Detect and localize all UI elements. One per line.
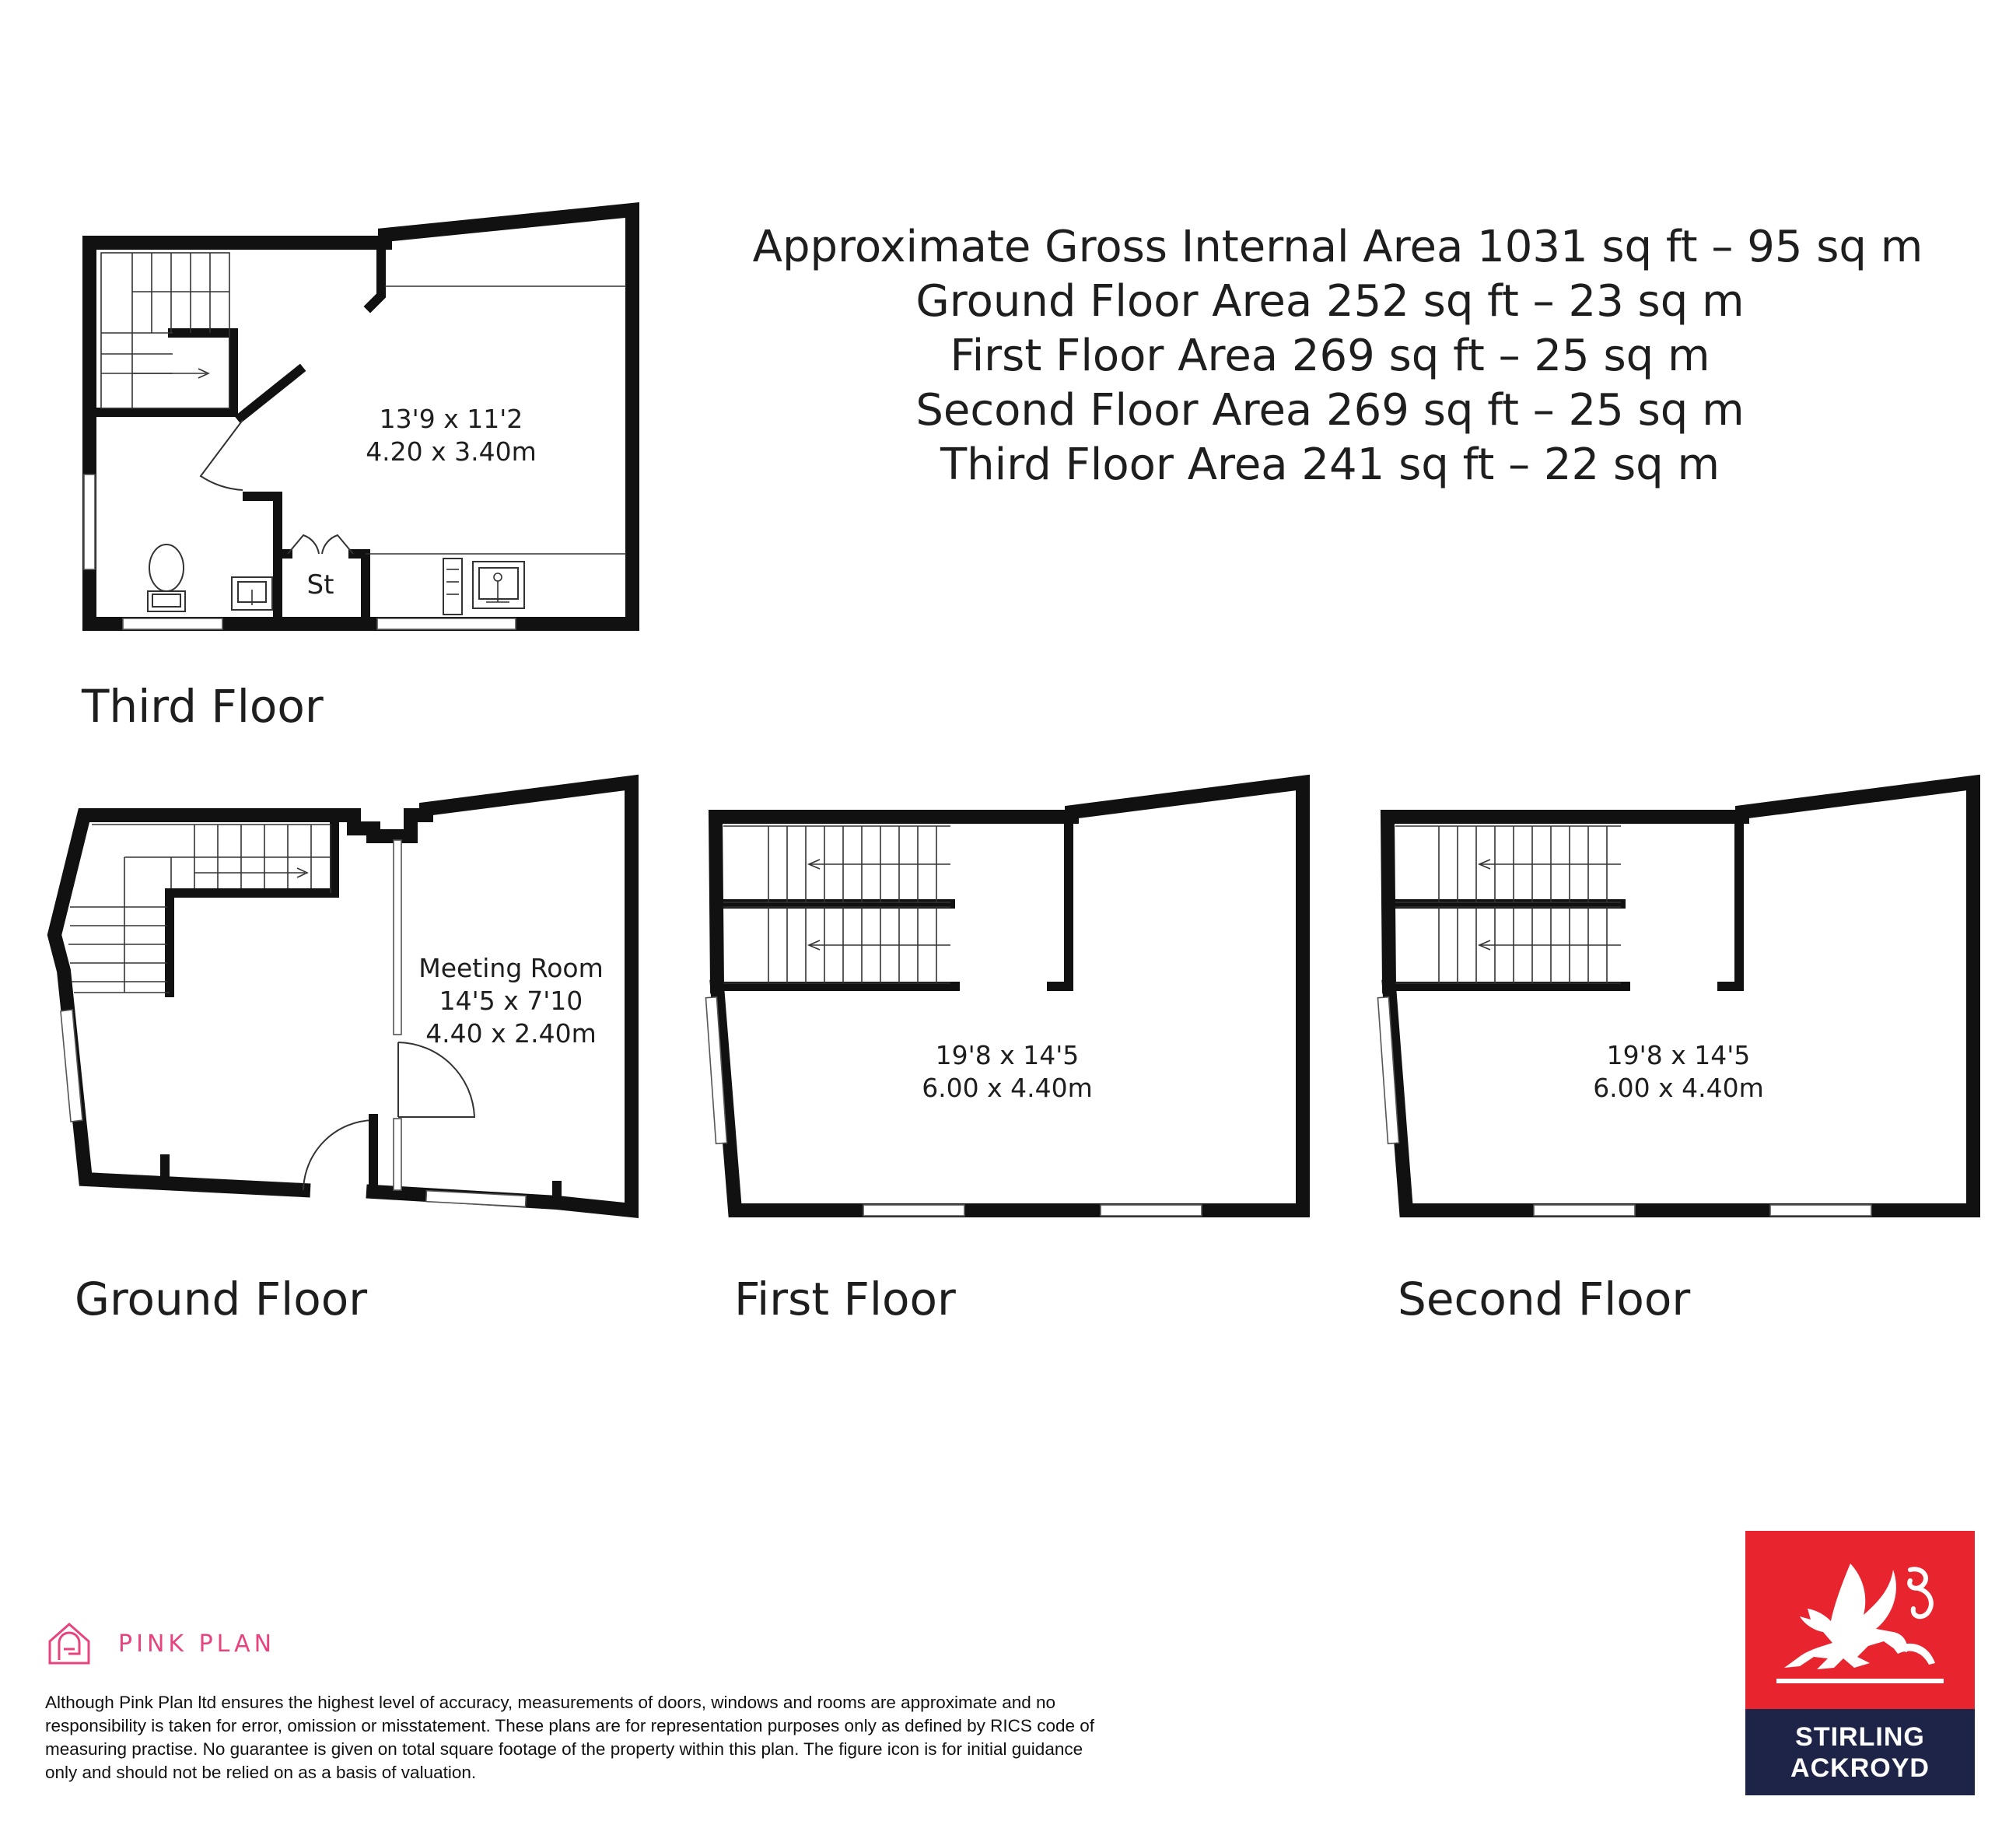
glazed-partition xyxy=(394,840,401,1035)
logo-red-panel xyxy=(1745,1531,1975,1709)
ground-floor-plan xyxy=(54,783,632,1325)
gross-area-line: Approximate Gross Internal Area 1031 sq ft – 95 sq m xyxy=(752,222,1923,272)
kitchen-sink-icon xyxy=(473,562,524,608)
wall-stub xyxy=(370,250,381,306)
first-area-line: First Floor Area 269 sq ft – 25 sq m xyxy=(950,331,1710,381)
floor-label: Third Floor xyxy=(82,680,324,733)
room-dimensions-imperial: 13'9 x 11'2 xyxy=(379,404,523,434)
wall-segment xyxy=(241,370,299,417)
logo-word-ackroyd: ACKROYD xyxy=(1790,1753,1930,1783)
second-area-line: Second Floor Area 269 sq ft – 25 sq m xyxy=(915,385,1745,436)
entrance-door xyxy=(303,1120,373,1190)
door-swing xyxy=(201,420,243,490)
area-summary xyxy=(753,222,1923,490)
hob-icon xyxy=(443,559,462,615)
floor-label: First Floor xyxy=(734,1273,956,1325)
logo-navy-panel xyxy=(1745,1709,1975,1795)
stair-wall xyxy=(97,333,233,412)
room-dimensions-imperial: 14'5 x 7'10 xyxy=(439,986,583,1016)
window xyxy=(84,475,95,569)
partition-wall xyxy=(1052,823,1069,986)
stairs xyxy=(101,253,229,408)
second-floor-outer-wall xyxy=(1388,783,1973,1210)
room-dimensions-metric: 4.20 x 3.40m xyxy=(366,436,537,467)
second-floor-plan xyxy=(1377,783,1973,1325)
room-dimensions-metric: 6.00 x 4.40m xyxy=(1593,1073,1764,1103)
room-name: Meeting Room xyxy=(418,953,604,983)
logo-word-stirling: STIRLING xyxy=(1795,1721,1925,1752)
partition-wall xyxy=(1722,823,1739,986)
window xyxy=(123,618,222,629)
cupboard-door xyxy=(288,535,353,554)
pink-plan-logo-icon xyxy=(45,1620,93,1668)
window xyxy=(1770,1205,1871,1216)
window xyxy=(863,1205,964,1216)
floor-label: Ground Floor xyxy=(75,1273,368,1325)
window xyxy=(1534,1205,1635,1216)
room-dimensions-imperial: 19'8 x 14'5 xyxy=(1606,1040,1751,1070)
window xyxy=(1101,1205,1202,1216)
window xyxy=(377,618,516,629)
toilet-icon xyxy=(148,545,185,611)
basin-icon xyxy=(232,577,272,610)
stirling-ackroyd-logo xyxy=(1745,1531,1975,1795)
floor-label: Second Floor xyxy=(1398,1273,1691,1325)
storage-label: St xyxy=(306,569,334,601)
third-floor-plan xyxy=(81,210,632,733)
disclaimer-text: Although Pink Plan ltd ensures the highest level of accuracy, measurements of doors, windows and rooms are approximate and no responsibility is taken for error, omission or misstatement. These plans are for representation purposes only as defined by RICS code of measuring practise. No guarantee is given on total square footage of the property within this plan. The figure icon is for initial guidance only and should not be relied on as a basis of valuation. xyxy=(45,1693,1095,1782)
third-area-line: Third Floor Area 241 sq ft – 22 sq m xyxy=(940,439,1720,490)
pink-plan-brand: PINK PLAN xyxy=(118,1630,276,1658)
glazed-partition xyxy=(394,1119,401,1190)
room-dimensions-metric: 4.40 x 2.40m xyxy=(425,1018,597,1049)
first-floor-plan xyxy=(705,783,1303,1325)
griffin-icon xyxy=(1776,1554,1944,1688)
ground-area-line: Ground Floor Area 252 sq ft – 23 sq m xyxy=(915,276,1745,327)
room-dimensions-imperial: 19'8 x 14'5 xyxy=(935,1040,1080,1070)
stairs xyxy=(68,825,331,993)
meeting-room-door xyxy=(398,1042,474,1117)
room-dimensions-metric: 6.00 x 4.40m xyxy=(922,1073,1093,1103)
first-floor-outer-wall xyxy=(716,783,1303,1210)
